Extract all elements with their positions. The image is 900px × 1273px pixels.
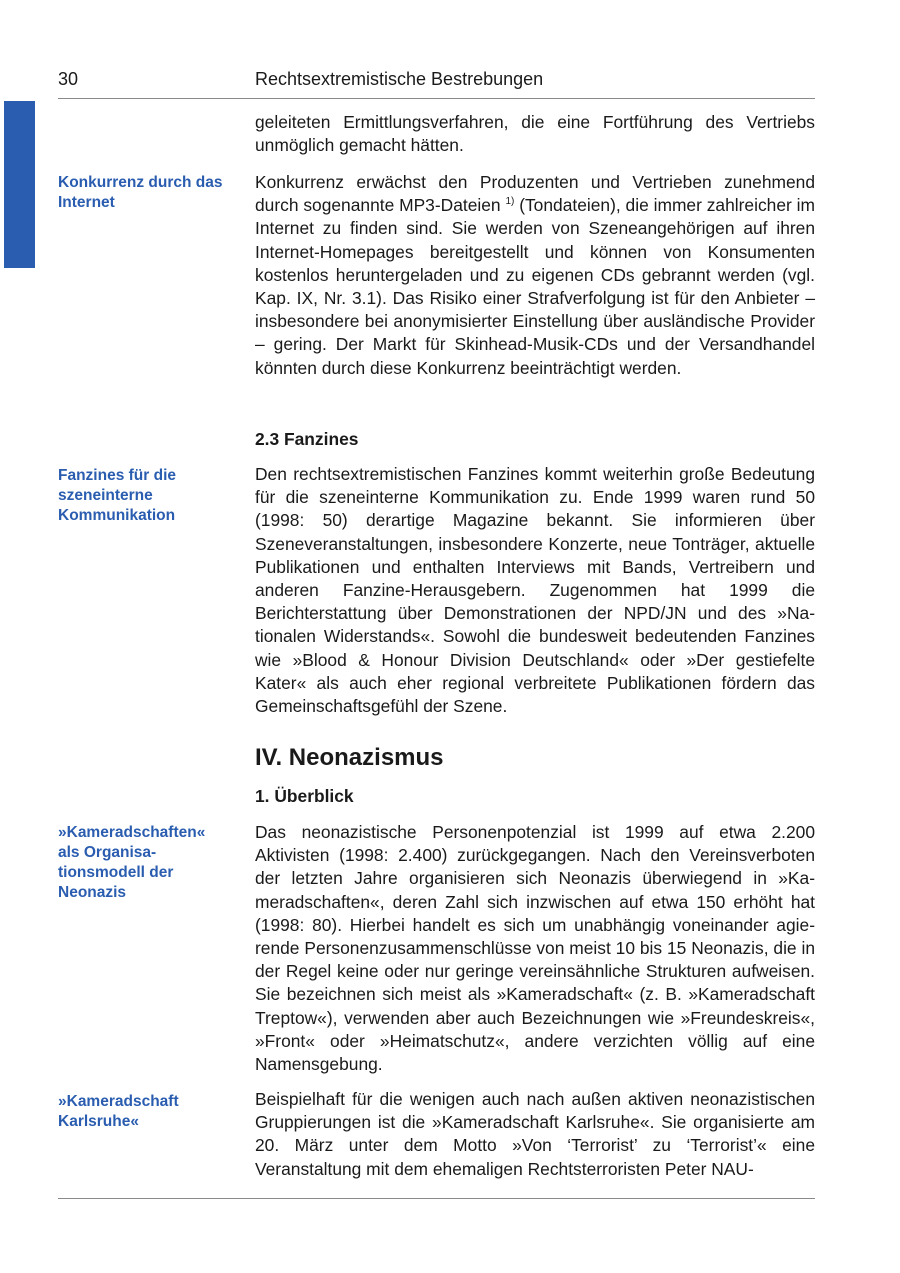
paragraph-fanzines: Den rechtsextremistischen Fanzines kommt weiterhin große Bedeutung für die szeneinterne Kommunikation zu. Ende 1999 waren rund 50 (1998: 50) derartige Magazine bekannt. Sie informieren über Szeneveranstaltungen, insbesondere Konzerte, neue Tonträger, aktuelle Publikationen und enthalten Interviews mit Bands, Vertreibern und anderen Fanzine-Herausgebern. Zugenommen hat 1999 die Berichterstattung über Demonstrationen der NPD/JN und des »Nationalen Widerstands«. Sowohl die bundesweit bedeutenden Fanzines wie »Blood & Honour Division Deutschland« oder »Der gestiefelte Kater« als auch eher regional verbreitete Publikationen fördern das Gemeinschaftsgefühl der Szene.	[255, 464, 815, 717]
margin-note-fanzines: Fanzines für die szeneinterne Kommunikation	[58, 467, 176, 524]
footnote-marker[interactable]: 1)	[505, 196, 515, 208]
paragraph-kameradschaften: Das neonazistische Personenpotenzial ist 1999 auf etwa 2.200 Aktivisten (1998: 2.400) zurückgegangen. Nach den Vereinsverboten der letzten Jahre organisieren sich Neonazis überwiegend in »Kameradschaften«, deren Zahl sich inzwischen auf etwa 150 erhöht hat (1998: 80). Hierbei handelt es sich um unabhängig voneinander agierende Personenzusammenschlüsse von meist 10 bis 15 Neonazis, die in der Regel keine oder nur geringe vereinsähnliche Strukturen aufweisen. Sie bezeichnen sich meist als »Kameradschaft« (z. B. »Kameradschaft Treptow«), verwenden aber auch Bezeichnungen wie »Freundeskreis«, »Front« oder »Heimatschutz«, andere verzichten völlig auf eine Namensgebung.	[255, 822, 815, 1075]
margin-note-konkurrenz: Konkurrenz durch das Internet	[58, 174, 223, 211]
margin-note-karlsruhe: »Kameradschaft Karlsruhe«	[58, 1093, 179, 1130]
page-header	[58, 68, 815, 99]
paragraph-karlsruhe: Beispielhaft für die wenigen auch nach außen aktiven neonazistischen Gruppierungen ist die »Kameradschaft Karlsruhe«. Sie organisierte am 20. März unter dem Motto »Von ‘Terrorist’ zu ‘Terrorist’« eine Veranstaltung mit dem ehemaligen Rechtsterroristen Peter NAU-	[255, 1089, 815, 1179]
paragraph-konkurrenz	[255, 171, 815, 380]
section-heading-fanzines: 2.3 Fanzines	[255, 429, 359, 449]
paragraph-konkurrenz-part-b: (Tondateien), die immer zahlreicher im Internet zu finden sind. Sie werden von Szeneangehörigen auf ihren Internet-Homepages bereitgestellt und können von Konsumenten kostenlos heruntergeladen und zu eigenen CDs gebrannt werden (vgl. Kap. IX, Nr. 3.1). Das Risiko einer Strafverfolgung ist für den Anbieter – insbesondere bei anonymisierter Einstellung über ausländische Provider – gering. Der Markt für Skinhead-Musik-CDs und der Versandhandel könnten durch diese Konkurrenz beeinträchtigt werden.	[255, 195, 815, 378]
running-title: Rechtsextremistische Bestrebungen	[255, 69, 544, 89]
paragraph-continuation: geleiteten Ermittlungsverfahren, die eine Fortführung des Vertriebs unmöglich gemacht hätten.	[255, 112, 815, 156]
page-number: 30	[58, 69, 79, 89]
margin-note-kameradschaften: »Kameradschaften« als Organisa-tionsmodell der Neonazis	[58, 824, 206, 901]
section-heading-ueberblick: 1. Überblick	[255, 786, 354, 806]
chapter-heading-neonazismus: IV. Neonazismus	[255, 744, 444, 771]
footer-rule	[58, 1198, 815, 1199]
chapter-color-tab	[4, 101, 35, 268]
paragraph-konkurrenz-part-a: Konkurrenz erwächst den Produzenten und Vertrieben zunehmend durch sogenannte MP3-Dateien	[255, 172, 815, 216]
